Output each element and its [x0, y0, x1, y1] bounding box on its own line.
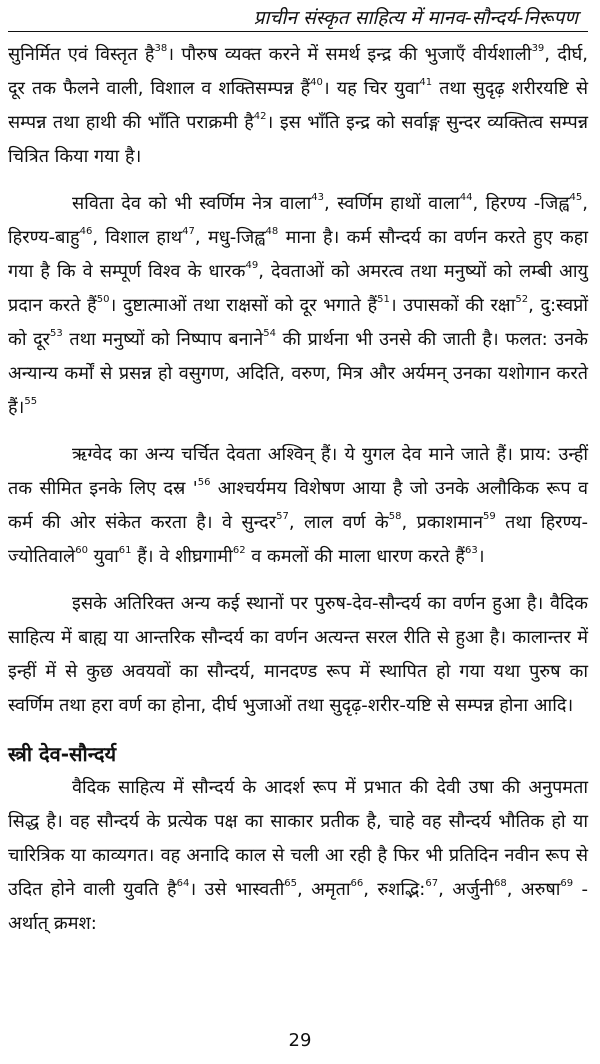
text-run: , स्वर्णिम हाथों वाला	[324, 193, 460, 214]
text-run: , प्रकाशमान	[401, 512, 483, 533]
text-run: तथा हिरण्य-ज्योतिवाले	[8, 512, 588, 567]
text-run: । दुष्टात्माओं तथा राक्षसों को दूर भगाते हैं	[109, 295, 378, 316]
text-run: आश्चर्यमय विशेषण आया है जो उनके अलौकिक रूप व कर्म की ओर संकेत करता है। वे सुन्दर	[8, 478, 588, 533]
text-run: , दु:स्वप्नों को दूर	[8, 295, 589, 350]
text-run: , हिरण्य -जिह्व	[472, 193, 570, 214]
text-run: , अरुषा	[506, 879, 561, 900]
footnote-marker: 62	[232, 545, 246, 556]
footnote-marker: 38	[154, 43, 168, 54]
footnote-marker: 44	[459, 192, 473, 203]
footnote-marker: 69	[560, 878, 574, 889]
footnote-marker: 41	[419, 77, 433, 88]
paragraph	[8, 438, 588, 574]
footnote-marker: 43	[311, 192, 324, 203]
footnote-marker: 53	[50, 328, 63, 339]
text-run: हैं। वे शीघ्रगामी	[131, 546, 233, 567]
text-run: , रुशद्भि:	[363, 879, 426, 900]
paragraph	[8, 187, 588, 425]
footnote-marker: 58	[388, 511, 402, 522]
text-run: इसके अतिरिक्त अन्य कई स्थानों पर पुरुष-देव-सौन्दर्य का वर्णन हुआ है। वैदिक साहित्य में बाह्य या आन्तरिक सौन्दर्य का वर्णन अत्यन्त सरल रीति से हुआ है। कालान्तर में इन्हीं में से कुछ अवयवों का सौन्दर्य, मानदण्ड रूप में स्थापित हो गया यथा पुरुष का स्वर्णिम तथा हरा वर्ण का होना, दीर्घ भुजाओं तथा सुदृढ़-शरीर-यष्टि से सम्पन्न होना आदि।	[8, 593, 588, 716]
footnote-marker: 55	[24, 396, 38, 407]
text-run: , दीर्घ, दूर तक फैलने वाली, विशाल व शक्तिसम्पन्न हैं	[8, 44, 589, 99]
text-run: । उसे भास्वती	[189, 879, 285, 900]
footnote-marker: 47	[182, 226, 195, 237]
footnote-marker: 64	[176, 878, 190, 889]
text-run: माना है। कर्म सौन्दर्य का वर्णन करते हुए कहा गया है कि वे सम्पूर्ण विश्व के धारक	[8, 227, 588, 282]
text-run: , देवताओं को अमरत्व तथा मनुष्यों को लम्बी आयु प्रदान करते हैं	[8, 261, 588, 316]
text-run: , विशाल हाथ	[92, 227, 183, 248]
text-run: युवा	[87, 546, 119, 567]
footnote-marker: 40	[310, 77, 323, 88]
text-run: , अमृता	[296, 879, 351, 900]
footnote-marker: 59	[482, 511, 496, 522]
text-run: सविता देव को भी स्वर्णिम नेत्र वाला	[72, 193, 312, 214]
footnote-marker: 68	[493, 878, 507, 889]
footnote-marker: 48	[265, 226, 279, 237]
text-run: । पौरुष व्यक्त करने में समर्थ इन्द्र की भुजाएँ वीर्यशाली	[167, 44, 532, 65]
text-run: तथा सुदृढ़ शरीरयष्टि से सम्पन्न तथा हाथी की भाँति पराक्रमी है	[8, 78, 589, 133]
header-rule	[8, 31, 588, 32]
running-header	[0, 0, 600, 34]
footnote-marker: 42	[253, 111, 267, 122]
footnote-marker: 45	[569, 192, 583, 203]
footnote-marker: 54	[263, 328, 276, 339]
text-run: ऋग्वेद का अन्य चर्चित देवता अश्विन् हैं। ये युगल देव माने जाते हैं। प्राय: उन्हीं तक सीमित इनके लिए दस्र '	[8, 444, 588, 499]
footnote-marker: 52	[515, 294, 529, 305]
running-header-title: प्राचीन संस्कृत साहित्य में मानव-सौन्दर्य-निरूपण	[253, 7, 578, 29]
text-run: । इस भाँति इन्द्र को सर्वाङ्ग सुन्दर व्यक्तित्व सम्पन्न चित्रित किया गया है।	[8, 112, 588, 167]
footnote-marker: 60	[75, 545, 88, 556]
footnote-marker: 56	[197, 477, 211, 488]
text-run: की प्रार्थना भी उनसे की जाती है। फलत: उनके अन्यान्य कर्मों से प्रसन्न हो वसुगण, अदिति, वरुण, मित्र और अर्यमन् उनका यशोगान करते हैं।	[8, 329, 588, 418]
text-run: । उपासकों की रक्षा	[389, 295, 516, 316]
footnote-marker: 51	[377, 294, 390, 305]
footnote-marker: 61	[118, 545, 132, 556]
text-run: , मधु-जिह्व	[194, 227, 266, 248]
footnote-marker: 63	[464, 545, 478, 556]
page-number: 29	[288, 1030, 312, 1051]
page-content	[8, 38, 588, 941]
text-run: वैदिक साहित्य में सौन्दर्य के आदर्श रूप में प्रभात की देवी उषा की अनुपमता सिद्ध है। वह सौन्दर्य के प्रत्येक पक्ष का साकार प्रतीक है, चाहे वह सौन्दर्य भौतिक हो या चारित्रिक या काव्यगत। वह अनादि काल से चली आ रही है फिर भी प्रतिदिन नवीन रूप से उदित होने वाली युवति है	[8, 777, 588, 900]
paragraph	[8, 587, 588, 723]
footnote-marker: 50	[96, 294, 110, 305]
text-run: - अर्थात् क्रमश:	[8, 879, 589, 934]
text-run: , अर्जुनी	[438, 879, 494, 900]
footnote-marker: 57	[276, 511, 289, 522]
paragraph	[8, 771, 588, 941]
text-run: , हिरण्य-बाहु	[8, 193, 588, 248]
text-run: व कमलों की माला धारण करते हैं	[245, 546, 465, 567]
text-run: , लाल वर्ण के	[288, 512, 389, 533]
footnote-marker: 66	[350, 878, 364, 889]
footnote-marker: 67	[425, 878, 439, 889]
text-run: ।	[477, 546, 485, 567]
paragraph	[8, 38, 588, 174]
footnote-marker: 46	[79, 226, 93, 237]
text-run: तथा मनुष्यों को निष्पाप बनाने	[62, 329, 264, 350]
footnote-marker: 49	[245, 260, 259, 271]
footnote-marker: 39	[531, 43, 545, 54]
footnote-marker: 65	[284, 878, 297, 889]
text-run: सुनिर्मित एवं विस्तृत है	[8, 44, 155, 65]
section-heading: स्त्री देव-सौन्दर्य	[8, 742, 117, 766]
text-run: । यह चिर युवा	[322, 78, 420, 99]
